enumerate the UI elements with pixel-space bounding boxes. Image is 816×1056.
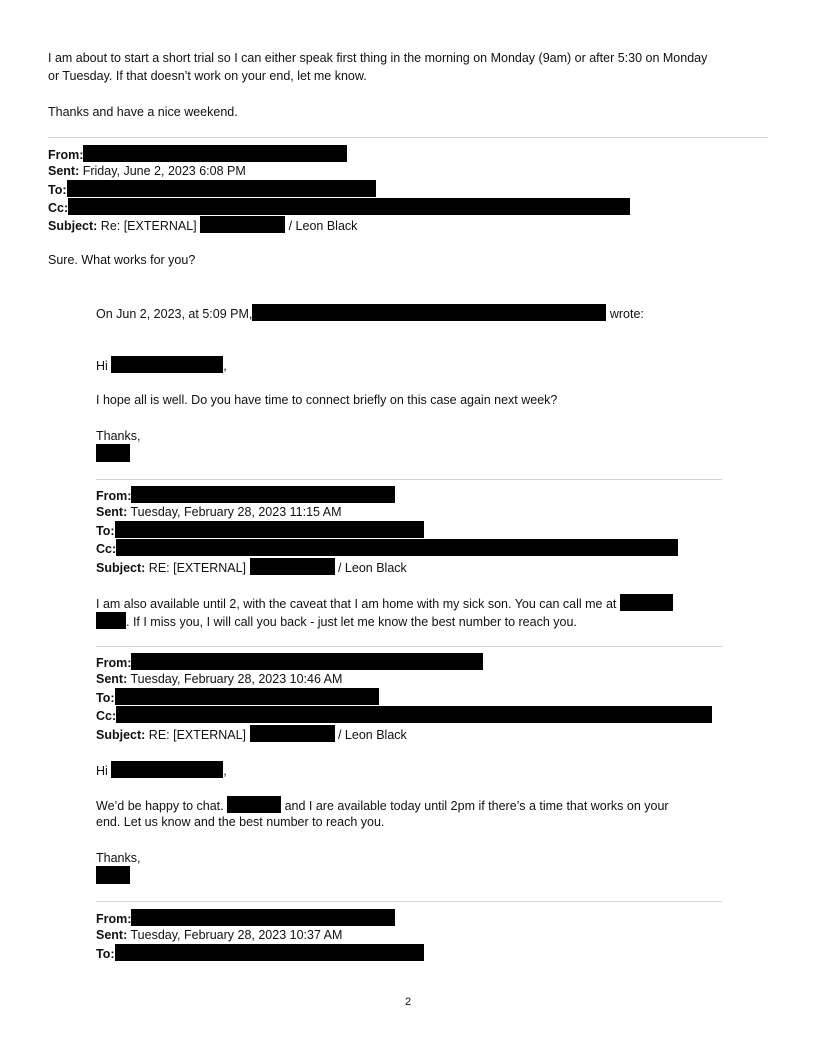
redaction [67, 180, 376, 197]
email3-body-2: end. Let us know and the best number to reach you. [96, 815, 385, 829]
redaction [83, 145, 347, 162]
email1-body: Sure. What works for you? [48, 253, 196, 267]
email4-to: To: [96, 944, 424, 962]
divider [48, 137, 768, 138]
redaction [115, 944, 424, 961]
email1-to: To: [48, 180, 376, 198]
redaction [111, 356, 223, 373]
redaction [68, 198, 630, 215]
email3-greeting: Hi , [96, 761, 227, 779]
page-number: 2 [404, 996, 412, 1008]
redaction [250, 725, 335, 742]
redaction [116, 706, 712, 723]
email2-sent: Sent: Tuesday, February 28, 2023 11:15 AM [96, 505, 342, 519]
email3-thanks: Thanks, [96, 851, 141, 865]
email3-cc: Cc: [96, 706, 712, 724]
intro-signoff: Thanks and have a nice weekend. [48, 105, 238, 119]
redaction [115, 521, 424, 538]
divider [96, 479, 722, 480]
redaction [96, 866, 130, 884]
email2-from: From: [96, 486, 395, 504]
email3-to: To: [96, 688, 379, 706]
email3-subject: Subject: RE: [EXTERNAL] / Leon Black [96, 725, 407, 743]
redaction [111, 761, 223, 778]
quote-body: I hope all is well. Do you have time to connect briefly on this case again next week? [96, 393, 558, 407]
email1-cc: Cc: [48, 198, 630, 216]
redaction [131, 486, 395, 503]
redaction [200, 216, 285, 233]
quote-thanks: Thanks, [96, 429, 141, 443]
email3-signature [96, 866, 130, 885]
email3-sent: Sent: Tuesday, February 28, 2023 10:46 AM [96, 672, 343, 686]
email2-body-2: . If I miss you, I will call you back - just let me know the best number to reach you. [96, 612, 577, 630]
email2-body-1: I am also available until 2, with the caveat that I am home with my sick son. You can call me at [96, 594, 673, 612]
divider [96, 646, 722, 647]
quote-greeting: Hi , [96, 356, 227, 374]
redaction [116, 539, 678, 556]
redaction [96, 612, 126, 629]
email3-from: From: [96, 653, 483, 671]
redaction [115, 688, 379, 705]
redaction [227, 796, 281, 813]
intro-line-2: or Tuesday. If that doesn’t work on your end, let me know. [48, 69, 367, 83]
redaction [131, 909, 395, 926]
email4-from: From: [96, 909, 395, 927]
redaction [620, 594, 673, 611]
intro-line-1: I am about to start a short trial so I can either speak first thing in the morning on Monday (9am) or after 5:30 on Monday [48, 51, 708, 65]
redaction [250, 558, 335, 575]
email2-to: To: [96, 521, 424, 539]
redaction [131, 653, 483, 670]
email1-from: From: [48, 145, 347, 163]
email2-cc: Cc: [96, 539, 678, 557]
divider [96, 901, 722, 902]
email2-subject: Subject: RE: [EXTERNAL] / Leon Black [96, 558, 407, 576]
email3-body-1: We’d be happy to chat. and I are available today until 2pm if there’s a time that works on your [96, 796, 669, 814]
email1-sent: Sent: Friday, June 2, 2023 6:08 PM [48, 164, 246, 178]
quote-signature [96, 444, 130, 463]
email1-subject: Subject: Re: [EXTERNAL] / Leon Black [48, 216, 357, 234]
redaction [252, 304, 606, 321]
email4-sent: Sent: Tuesday, February 28, 2023 10:37 AM [96, 928, 343, 942]
quote-attribution: On Jun 2, 2023, at 5:09 PM, wrote: [96, 304, 644, 322]
redaction [96, 444, 130, 462]
